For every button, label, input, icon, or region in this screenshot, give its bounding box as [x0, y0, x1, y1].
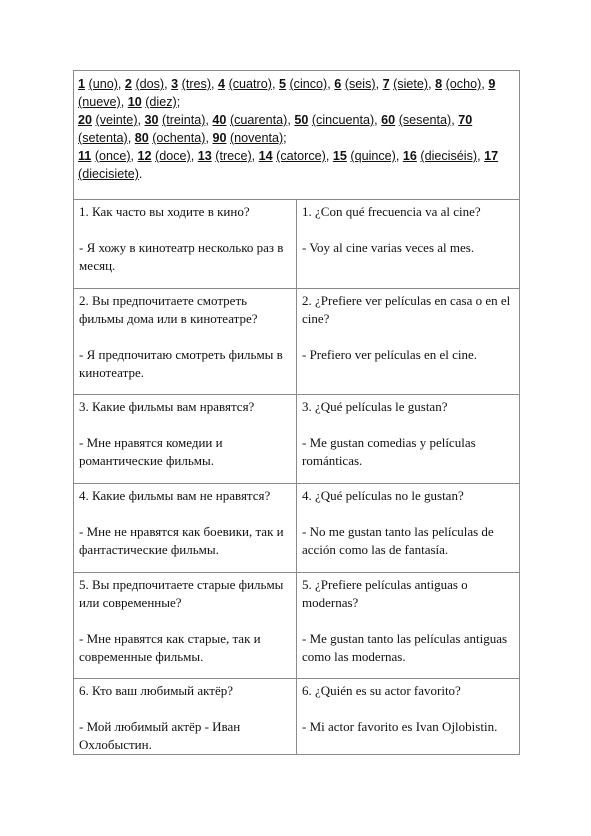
russian-question: 6. Кто ваш любимый актёр?: [79, 683, 234, 698]
number-separator: ,: [327, 77, 335, 91]
russian-cell: [74, 395, 297, 484]
number-separator: ,: [251, 149, 259, 163]
number-digit: 8: [435, 77, 443, 91]
number-digit: 9: [488, 77, 496, 91]
number-word: (diecisiete): [78, 167, 139, 181]
russian-question: 1. Как часто вы ходите в кино?: [79, 204, 250, 219]
number-word: (once): [94, 149, 131, 163]
number-digit: 7: [382, 77, 390, 91]
russian-answer: - Мне не нравятся как боевики, так и фантастические фильмы.: [79, 524, 284, 557]
number-word: (doce): [155, 149, 191, 163]
number-word: (seis): [344, 77, 376, 91]
number-separator: ,: [325, 149, 333, 163]
number-digit: 50: [294, 113, 309, 127]
number-digit: 6: [334, 77, 342, 91]
number-separator: ,: [130, 149, 138, 163]
number-separator: ,: [211, 77, 219, 91]
numbers-line-2: [78, 111, 515, 147]
number-separator: ,: [205, 131, 213, 145]
russian-cell: [74, 679, 297, 755]
numbers-header-row: [74, 71, 520, 200]
number-separator: ;: [283, 131, 287, 145]
number-digit: 10: [127, 95, 142, 109]
number-separator: ,: [287, 113, 295, 127]
number-separator: ,: [205, 113, 213, 127]
russian-cell: [74, 289, 297, 395]
number-digit: 1: [78, 77, 86, 91]
number-digit: 11: [78, 149, 92, 163]
number-separator: ,: [477, 149, 485, 163]
number-digit: 2: [124, 77, 132, 91]
spanish-question: 3. ¿Qué películas le gustan?: [302, 399, 448, 414]
russian-cell: [74, 573, 297, 679]
number-digit: 4: [218, 77, 226, 91]
number-word: (nueve): [78, 95, 121, 109]
number-separator: ,: [428, 77, 436, 91]
number-separator: ,: [137, 113, 145, 127]
phrase-row: [74, 395, 520, 484]
phrase-table: [73, 70, 520, 755]
number-word: (noventa): [229, 131, 284, 145]
russian-answer: - Мой любимый актёр - Иван Охлобыстин.: [79, 719, 241, 752]
number-word: (trece): [215, 149, 252, 163]
number-digit: 15: [332, 149, 347, 163]
russian-question: 4. Какие фильмы вам не нравятся?: [79, 488, 271, 503]
number-digit: 12: [137, 149, 152, 163]
number-word: (ochenta): [152, 131, 206, 145]
number-separator: ,: [374, 113, 382, 127]
russian-answer: - Я хожу в кинотеатр несколько раз в месяц.: [79, 240, 284, 273]
number-word: (ocho): [445, 77, 482, 91]
russian-question: 3. Какие фильмы вам нравятся?: [79, 399, 255, 414]
number-word: (diez): [145, 95, 177, 109]
russian-question: 2. Вы предпочитаете смотреть фильмы дома или в кинотеатре?: [79, 293, 258, 326]
number-word: (dos): [135, 77, 165, 91]
number-separator: ,: [164, 77, 172, 91]
spanish-question: 1. ¿Con qué frecuencia va al cine?: [302, 204, 481, 219]
number-word: (siete): [393, 77, 429, 91]
number-digit: 60: [381, 113, 396, 127]
spanish-answer: - Mi actor favorito es Ivan Ojlobistin.: [302, 719, 498, 734]
number-digit: 13: [197, 149, 212, 163]
number-word: (veinte): [95, 113, 138, 127]
russian-answer: - Мне нравятся комедии и романтические фильмы.: [79, 435, 223, 468]
number-word: (tres): [181, 77, 212, 91]
phrase-row: [74, 200, 520, 289]
spanish-cell: [297, 679, 520, 755]
spanish-question: 2. ¿Prefiere ver películas en casa o en el cine?: [302, 293, 511, 326]
number-separator: ,: [481, 77, 489, 91]
spanish-answer: - No me gustan tanto las películas de acción como las de fantasía.: [302, 524, 494, 557]
number-digit: 80: [134, 131, 149, 145]
number-word: (catorce): [276, 149, 326, 163]
phrase-row: [74, 289, 520, 395]
spanish-cell: [297, 395, 520, 484]
number-word: (sesenta): [398, 113, 452, 127]
russian-question: 5. Вы предпочитаете старые фильмы или современные?: [79, 577, 284, 610]
spanish-answer: - Me gustan tanto las películas antiguas como las modernas.: [302, 631, 508, 664]
spanish-cell: [297, 200, 520, 289]
number-word: (quince): [350, 149, 396, 163]
number-word: (cinco): [289, 77, 328, 91]
number-separator: ,: [127, 131, 135, 145]
spanish-question: 4. ¿Qué películas no le gustan?: [302, 488, 464, 503]
number-separator: ,: [451, 113, 459, 127]
number-digit: 16: [402, 149, 417, 163]
russian-cell: [74, 484, 297, 573]
number-separator: .: [138, 167, 143, 181]
number-word: (dieciséis): [420, 149, 478, 163]
russian-cell: [74, 200, 297, 289]
number-word: (uno): [88, 77, 118, 91]
number-digit: 14: [258, 149, 273, 163]
number-digit: 90: [212, 131, 227, 145]
russian-answer: - Я предпочитаю смотреть фильмы в кинотеатре.: [79, 347, 283, 380]
numbers-line-3: [78, 147, 515, 183]
number-separator: ,: [120, 95, 128, 109]
spanish-question: 6. ¿Quién es su actor favorito?: [302, 683, 461, 698]
number-separator: ,: [117, 77, 125, 91]
number-word: (cuarenta): [229, 113, 288, 127]
numbers-header-cell: [74, 71, 520, 200]
number-separator: ,: [395, 149, 403, 163]
number-separator: ,: [375, 77, 383, 91]
spanish-answer: - Me gustan comedias y películas románticas.: [302, 435, 476, 468]
number-digit: 3: [171, 77, 179, 91]
number-digit: 20: [78, 113, 93, 127]
spanish-cell: [297, 484, 520, 573]
spanish-answer: - Voy al cine varias veces al mes.: [302, 240, 475, 255]
number-digit: 40: [212, 113, 227, 127]
number-separator: ,: [271, 77, 279, 91]
number-word: (setenta): [78, 131, 128, 145]
spanish-cell: [297, 573, 520, 679]
phrase-row: [74, 679, 520, 755]
number-digit: 17: [484, 149, 499, 163]
spanish-cell: [297, 289, 520, 395]
number-separator: ;: [176, 95, 181, 109]
number-separator: ,: [190, 149, 198, 163]
spanish-answer: - Prefiero ver películas en el cine.: [302, 347, 478, 362]
number-word: (cincuenta): [311, 113, 375, 127]
russian-answer: - Мне нравятся как старые, так и современные фильмы.: [79, 631, 261, 664]
number-word: (cuatro): [228, 77, 272, 91]
phrase-row: [74, 573, 520, 679]
spanish-question: 5. ¿Prefiere películas antiguas o modernas?: [302, 577, 468, 610]
numbers-line-1: [78, 75, 515, 111]
phrase-row: [74, 484, 520, 573]
number-digit: 5: [278, 77, 286, 91]
number-digit: 70: [458, 113, 473, 127]
number-digit: 30: [144, 113, 159, 127]
number-word: (treinta): [162, 113, 206, 127]
